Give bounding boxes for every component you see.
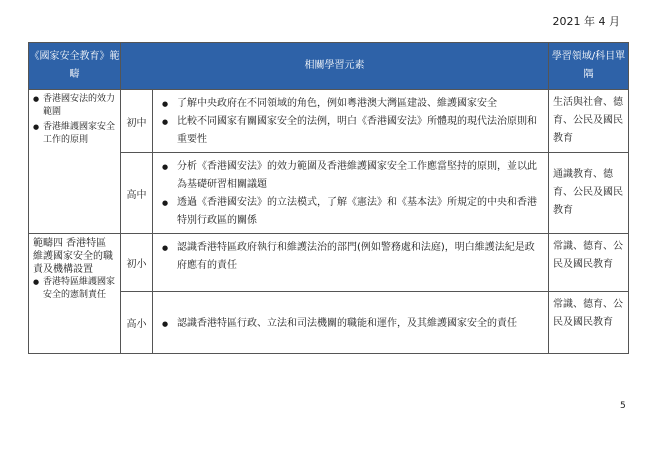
header-elements: 相關學習元素 xyxy=(121,43,549,90)
elements-list xyxy=(153,153,548,233)
level-cell: 高中 xyxy=(121,153,153,234)
scope-item: ● 香港國安法的效力範圍 xyxy=(33,93,116,119)
scope-list xyxy=(33,93,116,147)
table-header-row xyxy=(29,43,629,90)
area-cell: 通識教育、德育、公民及國民教育 xyxy=(549,153,629,234)
document-date: 2021 年 4 月 xyxy=(552,15,620,28)
scope-cell xyxy=(29,234,121,354)
scope-item: ● 香港維護國家安全工作的原則 xyxy=(33,121,116,147)
elements-cell xyxy=(153,90,549,153)
level-cell: 初小 xyxy=(121,234,153,292)
table-row xyxy=(29,234,629,292)
area-cell: 常識、德育、公民及國民教育 xyxy=(549,292,629,354)
scope-cell xyxy=(29,90,121,234)
scope-list xyxy=(33,276,116,302)
table-row xyxy=(29,90,629,153)
element-item: ● 認識香港特區行政、立法和司法機關的職能和運作，及其維護國家安全的責任 xyxy=(159,315,542,333)
header-areas: 學習領域/科目單隅 xyxy=(549,43,629,90)
scope-title: 範疇四 香港特區維護國家安全的職責及機構設置 xyxy=(33,238,113,275)
elements-list xyxy=(153,310,548,336)
level-cell: 高小 xyxy=(121,292,153,354)
header-scope: 《國家安全教育》範疇 xyxy=(29,43,121,90)
page-number: 5 xyxy=(620,401,626,411)
elements-list xyxy=(153,90,548,152)
elements-cell xyxy=(153,292,549,354)
element-item: ● 認識香港特區政府執行和維護法治的部門(例如警務處和法庭)，明白維護法紀是政府應有的責任 xyxy=(159,239,542,275)
area-cell: 常識、德育、公民及國民教育 xyxy=(549,234,629,292)
curriculum-table xyxy=(28,42,629,354)
scope-item: ● 香港特區維護國家安全的憲制責任 xyxy=(33,276,116,302)
element-item: ● 比較不同國家有關國家安全的法例，明白《香港國安法》所體現的現代法治原則和重要性 xyxy=(159,113,542,149)
elements-cell xyxy=(153,234,549,292)
elements-list xyxy=(153,234,548,278)
element-item: ● 分析《香港國安法》的效力範圍及香港維護國家安全工作應當堅持的原則，並以此為基礎研習相關議題 xyxy=(159,158,542,194)
level-cell: 初中 xyxy=(121,90,153,153)
element-item: ● 透過《香港國安法》的立法模式，了解《憲法》和《基本法》所規定的中央和香港特別行政區的關係 xyxy=(159,194,542,230)
elements-cell xyxy=(153,153,549,234)
area-cell: 生活與社會、德育、公民及國民教育 xyxy=(549,90,629,153)
element-item: ● 了解中央政府在不同領域的角色，例如粵港澳大灣區建設、維護國家安全 xyxy=(159,95,542,113)
